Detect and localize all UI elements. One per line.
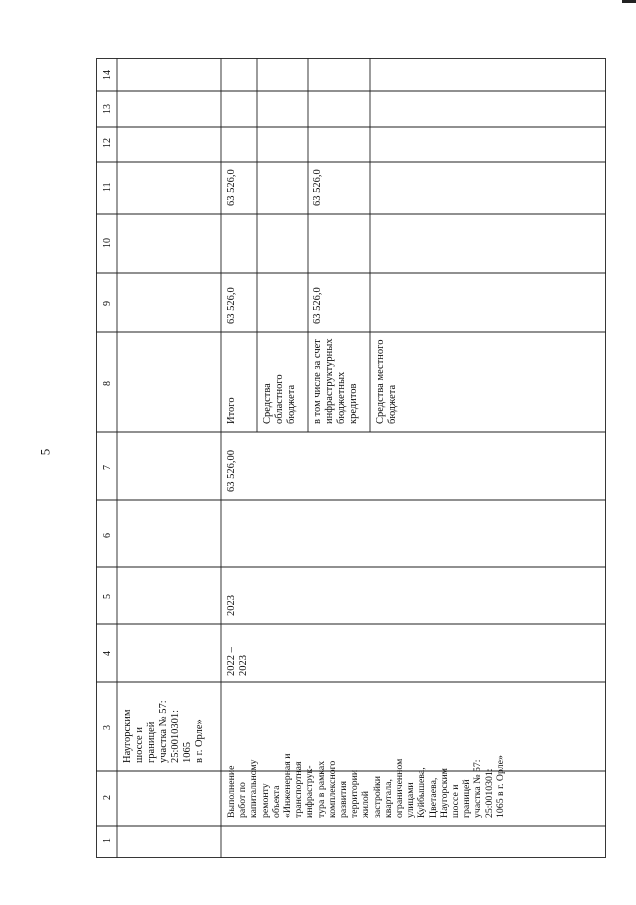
scan-corner-mark: [622, 0, 636, 3]
budget-table: 1 2 3 4 5 6 7 8 9 10 11 12 13 14 Наугорским шоссе и границей участка № 57: 25:0010301: 1065 в г. Орле» Выполнение работ по капитальному ремонту объекта «Инженерная и транспортная инфраструк- тура в рамках комплексного развития территории жилой застройки квартала, ограниченном улицами Куйбышева, Цветаева, Наугорским шоссе и границей участка № 57: 25:0010301: 1065 в г. Орле» 2022 – 2023 2023 63 526,00 Итого Средства областного бюджета в том числе за счет инфраструктурных бюджетных кредитов Средства местного бюджета 63 526,0 63 526,0 63 526,0 63 526,0: [96, 58, 606, 858]
page-number: 5: [37, 448, 52, 456]
